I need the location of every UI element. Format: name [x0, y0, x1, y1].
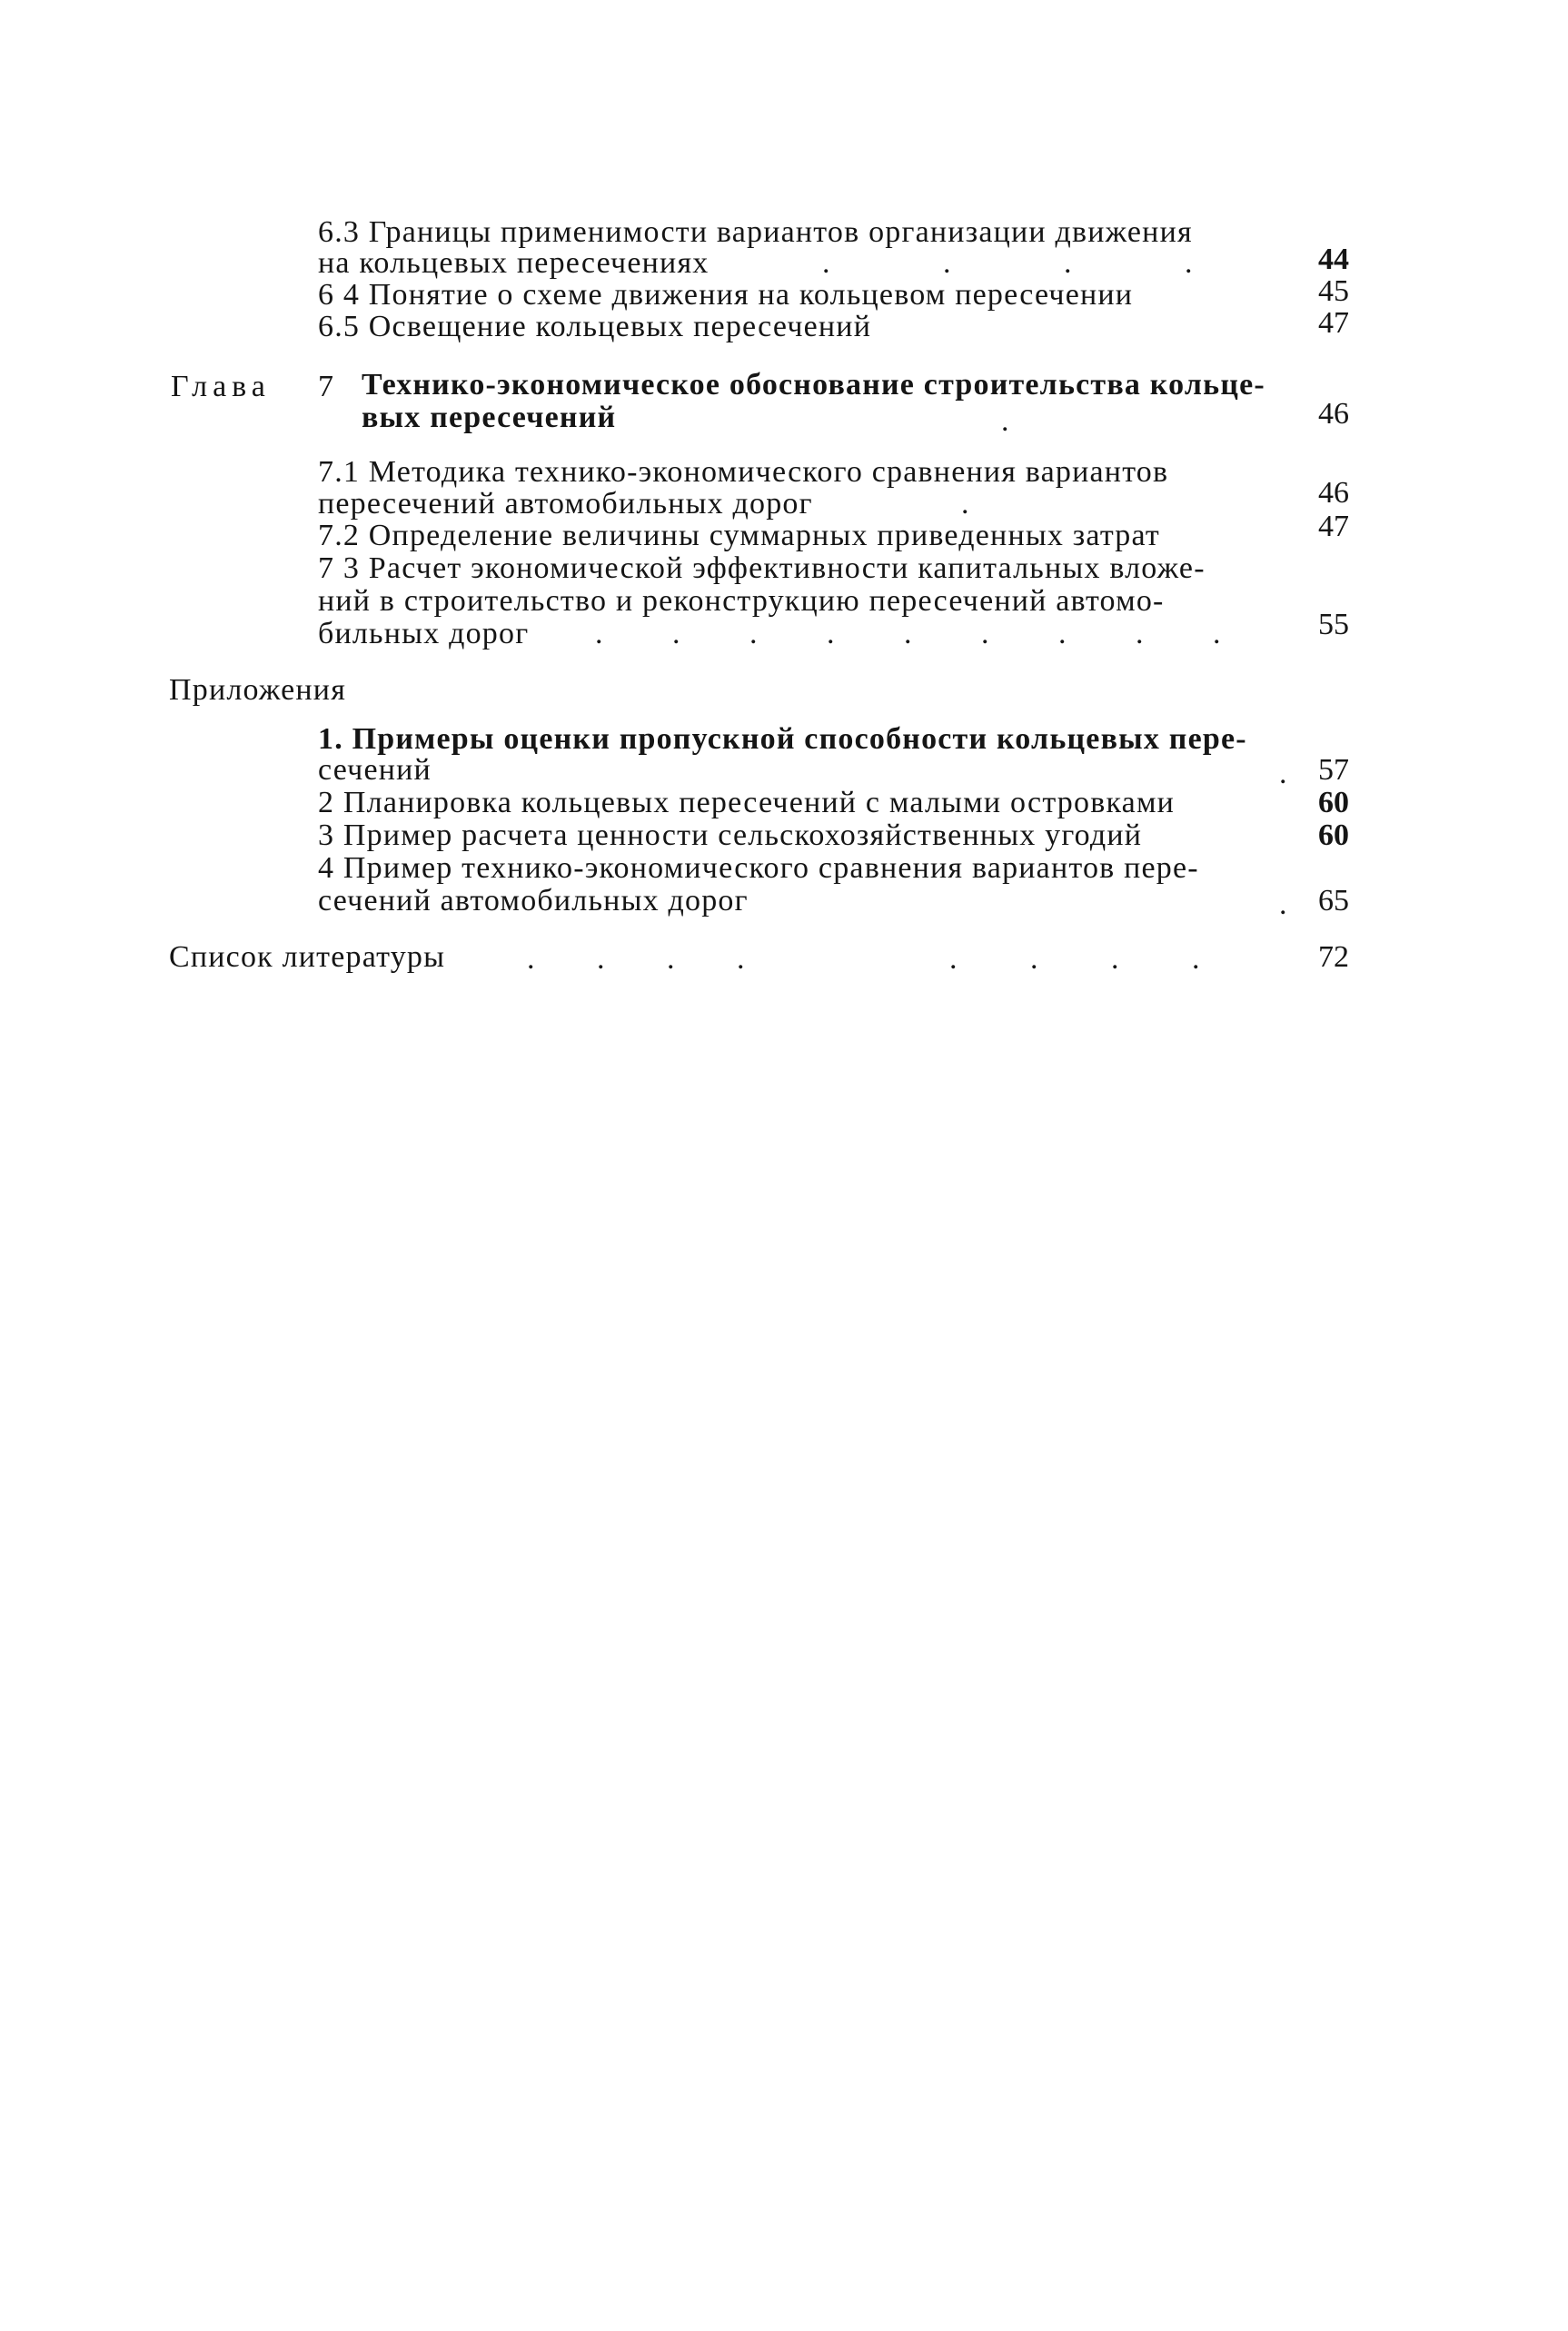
- references-entry: Список литературы: [169, 940, 446, 974]
- toc-leader-dots: .: [1279, 757, 1287, 790]
- toc-entry-6-3-line1: 6.3 Границы применимости вариантов организации движения: [318, 215, 1193, 249]
- appendix-entry-3: 3 Пример расчета ценности сельскохозяйственных угодий: [318, 818, 1143, 852]
- toc-entry-6-4: 6 4 Понятие о схеме движения на кольцевом пересечении: [318, 278, 1134, 312]
- appendix-heading: Приложения: [169, 673, 347, 707]
- toc-entry-7-3-line2: ний в строительство и реконструкцию пересечений автомо-: [318, 584, 1165, 618]
- toc-entry-6-3-line2: на кольцевых пересечениях: [318, 246, 710, 280]
- toc-entry-6-5: 6.5 Освещение кольцевых пересечений: [318, 310, 872, 343]
- appendix-entry-4-line2: сечений автомобильных дорог: [318, 884, 749, 918]
- toc-leader-dots: . . . .: [949, 942, 1233, 976]
- toc-page-number: 45: [1318, 274, 1349, 308]
- toc-leader-dots: . . . . . . . . .: [595, 617, 1252, 650]
- toc-page-number: 72: [1318, 940, 1349, 974]
- appendix-entry-2: 2 Планировка кольцевых пересечений с малыми островками: [318, 786, 1176, 819]
- chapter-label: Глава: [171, 370, 271, 403]
- chapter-title-line1: Технико-экономическое обоснование строительства кольце-: [362, 368, 1265, 402]
- chapter-title-line2: вых пересечений: [362, 401, 617, 434]
- toc-leader-dots: .: [961, 487, 969, 521]
- toc-entry-7-1-line1: 7.1 Методика технико-экономического сравнения вариантов: [318, 455, 1169, 489]
- toc-page-number: 57: [1318, 753, 1349, 787]
- chapter-number: 7: [318, 370, 335, 403]
- toc-leader-dots: .: [1279, 888, 1287, 921]
- toc-page-number: 47: [1318, 510, 1349, 543]
- toc-leader-dots: . . . .: [822, 246, 1245, 280]
- appendix-entry-4-line1: 4 Пример технико-экономического сравнения вариантов пере-: [318, 851, 1199, 885]
- toc-entry-7-3-line3: бильных дорог: [318, 617, 530, 650]
- appendix-entry-1-line1: 1. Примеры оценки пропускной способности кольцевых пере-: [318, 722, 1247, 756]
- toc-page-number: 65: [1318, 884, 1349, 918]
- toc-page-number: 46: [1318, 397, 1349, 431]
- toc-page-number: 55: [1318, 608, 1349, 641]
- toc-page-number: 46: [1318, 476, 1349, 510]
- toc-page-number: 47: [1318, 306, 1349, 340]
- toc-leader-dots: . . . .: [527, 942, 772, 976]
- toc-entry-7-1-line2: пересечений автомобильных дорог: [318, 487, 813, 521]
- toc-entry-7-3-line1: 7 3 Расчет экономической эффективности капитальных вложе-: [318, 551, 1206, 585]
- appendix-entry-1-line2: сечений: [318, 753, 432, 787]
- toc-entry-7-2: 7.2 Определение величины суммарных приведенных затрат: [318, 519, 1160, 552]
- toc-leader-dots: .: [1001, 404, 1009, 438]
- toc-page-number: 60: [1318, 786, 1349, 819]
- toc-page-number: 60: [1318, 818, 1349, 852]
- toc-page-number: 44: [1318, 243, 1349, 276]
